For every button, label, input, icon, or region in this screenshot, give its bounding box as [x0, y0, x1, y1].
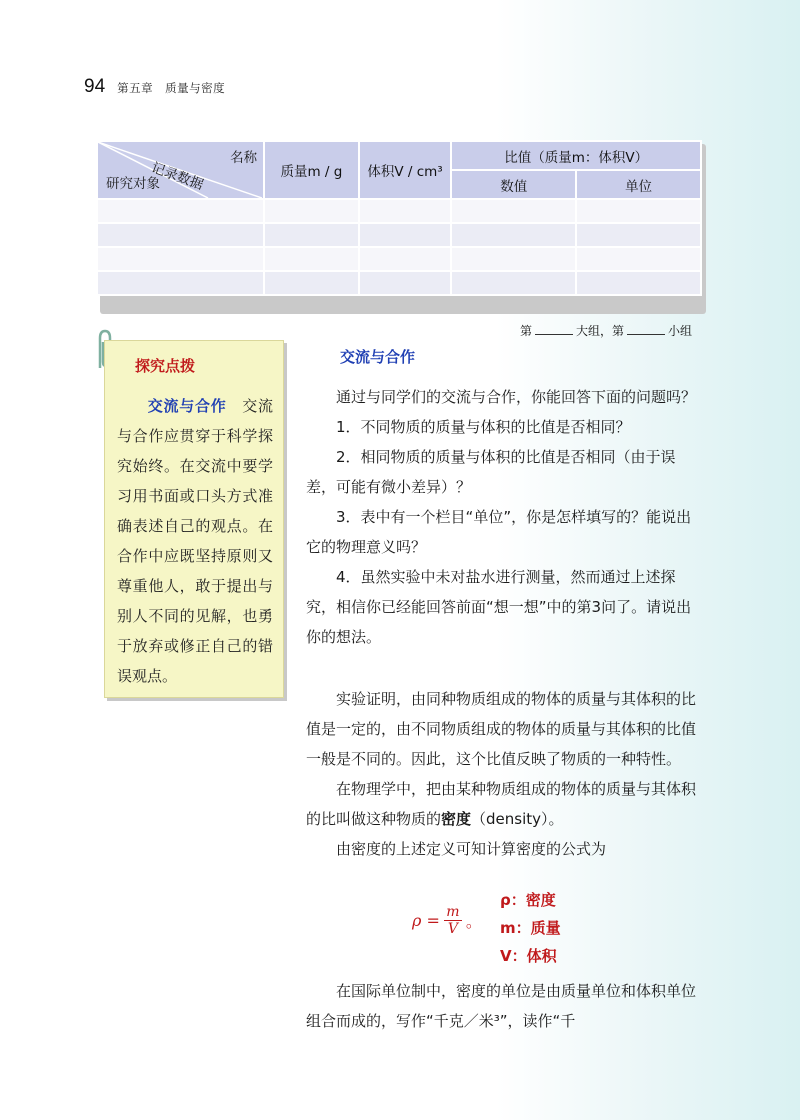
- record-table: [96, 140, 702, 310]
- question-4: 4．虽然实验中未对盐水进行测量，然而通过上述探究，相信你已经能回答前面“想一想”中的第3问了。请说出你的想法。: [306, 568, 692, 646]
- table-cell[interactable]: [360, 272, 451, 294]
- formula-numerator: m: [446, 904, 460, 920]
- table-cell[interactable]: [452, 200, 575, 222]
- table-row: [98, 224, 700, 246]
- body-block: [306, 684, 704, 864]
- group-small: 小组: [668, 324, 693, 338]
- table-cell[interactable]: [452, 224, 575, 246]
- table-cell[interactable]: [265, 224, 358, 246]
- diag-label-record: 记录数据: [149, 159, 206, 194]
- tip-title: 探究点拨: [135, 357, 196, 375]
- table-cell[interactable]: [98, 200, 263, 222]
- table-cell[interactable]: [98, 272, 263, 294]
- formula-definitions: [500, 886, 561, 970]
- header-mass: 质量m / g: [265, 142, 358, 198]
- table-cell[interactable]: [265, 272, 358, 294]
- table-row: [98, 272, 700, 294]
- table-cell[interactable]: [360, 248, 451, 270]
- page-header: [84, 76, 225, 98]
- density-formula: [412, 905, 482, 936]
- formula-fraction: [444, 905, 462, 936]
- header-value: 数值: [452, 171, 575, 198]
- unit-block: [306, 976, 704, 1036]
- chapter-title: 第五章 质量与密度: [117, 81, 226, 95]
- diagonal-header-cell: [98, 142, 263, 198]
- def-v: V：体积: [500, 947, 557, 965]
- table-row: [98, 200, 700, 222]
- group-label: [520, 322, 692, 339]
- group-blank-small[interactable]: [627, 334, 665, 335]
- diag-label-object: 研究对象: [106, 176, 160, 192]
- density-term: 密度: [441, 810, 472, 828]
- table-cell[interactable]: [360, 224, 451, 246]
- table-cell[interactable]: [577, 200, 700, 222]
- table-cell[interactable]: [577, 248, 700, 270]
- group-blank-big[interactable]: [535, 334, 573, 335]
- header-ratio: 比值（质量m：体积V）: [452, 142, 700, 169]
- tip-text: 交流与合作应贯穿于科学探究始终。在交流中要学习用书面或口头方式准确表述自己的观点。在合作中应既坚持原则又尊重他人，敢于提出与别人不同的见解，也勇于放弃或修正自己的错误观点。: [117, 397, 273, 685]
- def-rho: ρ：密度: [500, 891, 556, 909]
- table-cell[interactable]: [98, 248, 263, 270]
- page-number: 94: [84, 76, 106, 97]
- diag-label-name: 名称: [230, 150, 258, 166]
- record-table-grid: [96, 140, 702, 296]
- body-paragraph-3: 由密度的上述定义可知计算密度的公式为: [336, 840, 607, 858]
- table-cell[interactable]: [265, 200, 358, 222]
- formula-denominator: V: [447, 921, 458, 937]
- question-1: 1．不同物质的质量与体积的比值是否相同？: [336, 418, 631, 436]
- formula-tail: 。: [465, 912, 482, 931]
- formula-lhs: ρ =: [412, 911, 440, 930]
- inquiry-tip-box: [104, 340, 284, 698]
- tip-keyword: 交流与合作: [147, 397, 227, 415]
- body-paragraph-1: 实验证明，由同种物质组成的物体的质量与其体积的比值是一定的，由不同物质组成的物体的质量与其体积的比值一般是不同的。因此，这个比值反映了物质的一种特性。: [306, 690, 697, 768]
- questions-block: [306, 382, 704, 652]
- table-cell[interactable]: [360, 200, 451, 222]
- table-cell[interactable]: [577, 224, 700, 246]
- question-3: 3．表中有一个栏目“单位”，你是怎样填写的？能说出它的物理意义吗？: [306, 508, 692, 556]
- table-cell[interactable]: [265, 248, 358, 270]
- intro-paragraph: 通过与同学们的交流与合作，你能回答下面的问题吗？: [336, 388, 697, 406]
- body-paragraph-4: 在国际单位制中，密度的单位是由质量单位和体积单位组合而成的，写作“千克／米³”，读作“千: [306, 982, 697, 1030]
- question-2: 2．相同物质的质量与体积的比值是否相同（由于误差，可能有微小差异）？: [306, 448, 676, 496]
- header-volume: 体积V / cm³: [360, 142, 451, 198]
- table-cell[interactable]: [452, 248, 575, 270]
- body-paragraph-2: [306, 774, 704, 834]
- table-cell[interactable]: [577, 272, 700, 294]
- p2-post: （density）。: [471, 810, 564, 828]
- table-cell[interactable]: [98, 224, 263, 246]
- table-cell[interactable]: [452, 272, 575, 294]
- p2-pre: 在物理学中，把由某种物质组成的物体的质量与其体积的比叫做这种物质的: [306, 780, 697, 828]
- header-unit: 单位: [577, 171, 700, 198]
- tip-body: [117, 391, 273, 691]
- group-prefix: 第: [520, 324, 533, 338]
- def-m: m：质量: [500, 919, 561, 937]
- section-title: 交流与合作: [340, 348, 416, 366]
- table-row: [98, 248, 700, 270]
- group-big: 大组，第: [576, 324, 625, 338]
